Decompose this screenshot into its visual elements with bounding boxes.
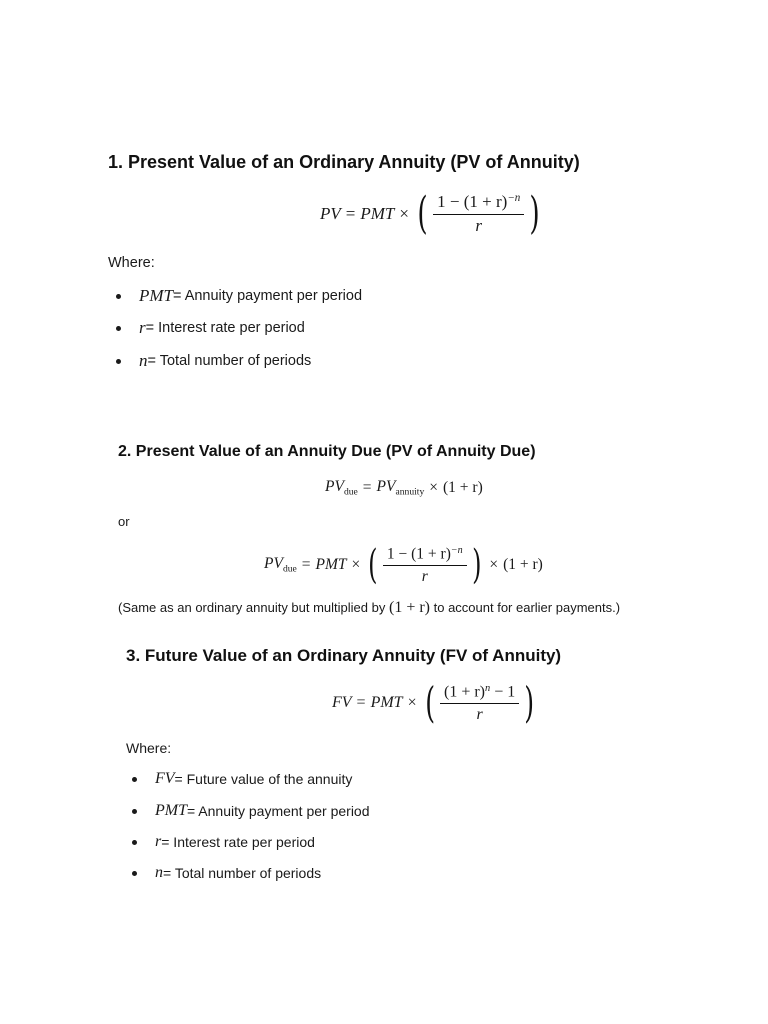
bullet-icon [132,809,137,814]
formula-lhs: FV [332,694,352,711]
equals-sign: = [362,478,372,496]
section3-heading: 3. Future Value of an Ordinary Annuity (FV of Annuity) [126,646,562,665]
annuity-due-note [118,599,620,617]
formula-lhs: PV [320,204,341,223]
list-item [132,864,321,882]
fraction-numerator: $1 - (1 + r)^{-n}$ [433,192,524,215]
section1-heading: 1. Present Value of an Ordinary Annuity (PV of Annuity) [108,152,580,172]
equals-sign: = [301,556,311,573]
definition-text: = Future value of the annuity [174,771,353,787]
right-paren: ) [524,678,535,727]
pv-ordinary-annuity-formula [320,188,543,240]
definition-text: = Total number of periods [163,865,322,881]
bullet-icon [132,871,137,876]
left-paren: ( [424,678,435,727]
times-sign: × [399,204,409,223]
formula-pmt: PMT [315,556,347,573]
list-item [116,351,311,371]
times-sign: × [489,556,499,573]
definition-text: = Annuity payment per period [187,803,370,819]
where-label: Where: [126,740,172,756]
equals-sign: = [345,204,356,223]
fraction [383,545,467,585]
symbol: r [139,318,146,337]
symbol: r [155,833,162,850]
left-paren: ( [417,188,428,239]
bullet-icon [116,359,121,364]
left-paren: ( [368,542,378,588]
fraction-numerator: $(1 + r)^n - 1$ [440,683,519,704]
list-item [132,833,315,851]
fraction [440,683,519,724]
list-item [132,770,352,788]
note-text: to account for earlier payments.) [430,600,621,615]
list-item [116,318,305,338]
times-sign: × [351,556,361,573]
bullet-icon [132,840,137,845]
formula-pmt: PMT [360,204,395,223]
right-paren: ) [529,188,541,239]
bullet-icon [116,326,121,331]
fv-ordinary-annuity-formula [332,678,538,728]
right-paren: ) [471,542,482,588]
list-item [116,286,362,306]
fraction-numerator: $1 - (1 + r)^{-n}$ [383,545,467,566]
formula-rhs: $PV_{annuity}$ [376,478,425,498]
factor: (1 + r) [443,478,483,496]
note-text: (Same as an ordinary annuity but multiplied by [118,600,389,615]
list-item [132,802,370,820]
section2-heading: 2. Present Value of an Annuity Due (PV of Annuity Due) [118,443,536,460]
bullet-icon [132,777,137,782]
formula-pmt: PMT [370,694,403,711]
fraction-denominator: r [476,705,483,723]
definition-text: = Interest rate per period [161,834,315,850]
symbol: FV [155,770,175,787]
symbol: PMT [139,286,173,305]
pv-due-short-formula [325,478,483,497]
times-sign: × [407,694,417,711]
fraction-denominator: r [475,216,483,236]
fraction-denominator: r [421,567,428,585]
formula-lhs: $PV_{due}$ [325,478,358,498]
factor: (1 + r) [503,556,543,573]
symbol: n [139,351,148,370]
definition-text: = Total number of periods [147,353,312,369]
symbol: n [155,864,163,881]
definition-text: = Interest rate per period [145,320,305,336]
fraction [433,192,524,235]
bullet-icon [116,294,121,299]
where-label: Where: [108,255,155,271]
or-label: or [118,514,130,529]
symbol: PMT [155,802,187,819]
equals-sign: = [356,694,366,711]
times-sign: × [429,478,439,496]
note-math: (1 + r) [388,599,430,616]
formula-lhs: $PV_{due}$ [264,555,297,575]
pv-due-full-formula [264,542,543,588]
definition-text: = Annuity payment per period [173,288,363,304]
